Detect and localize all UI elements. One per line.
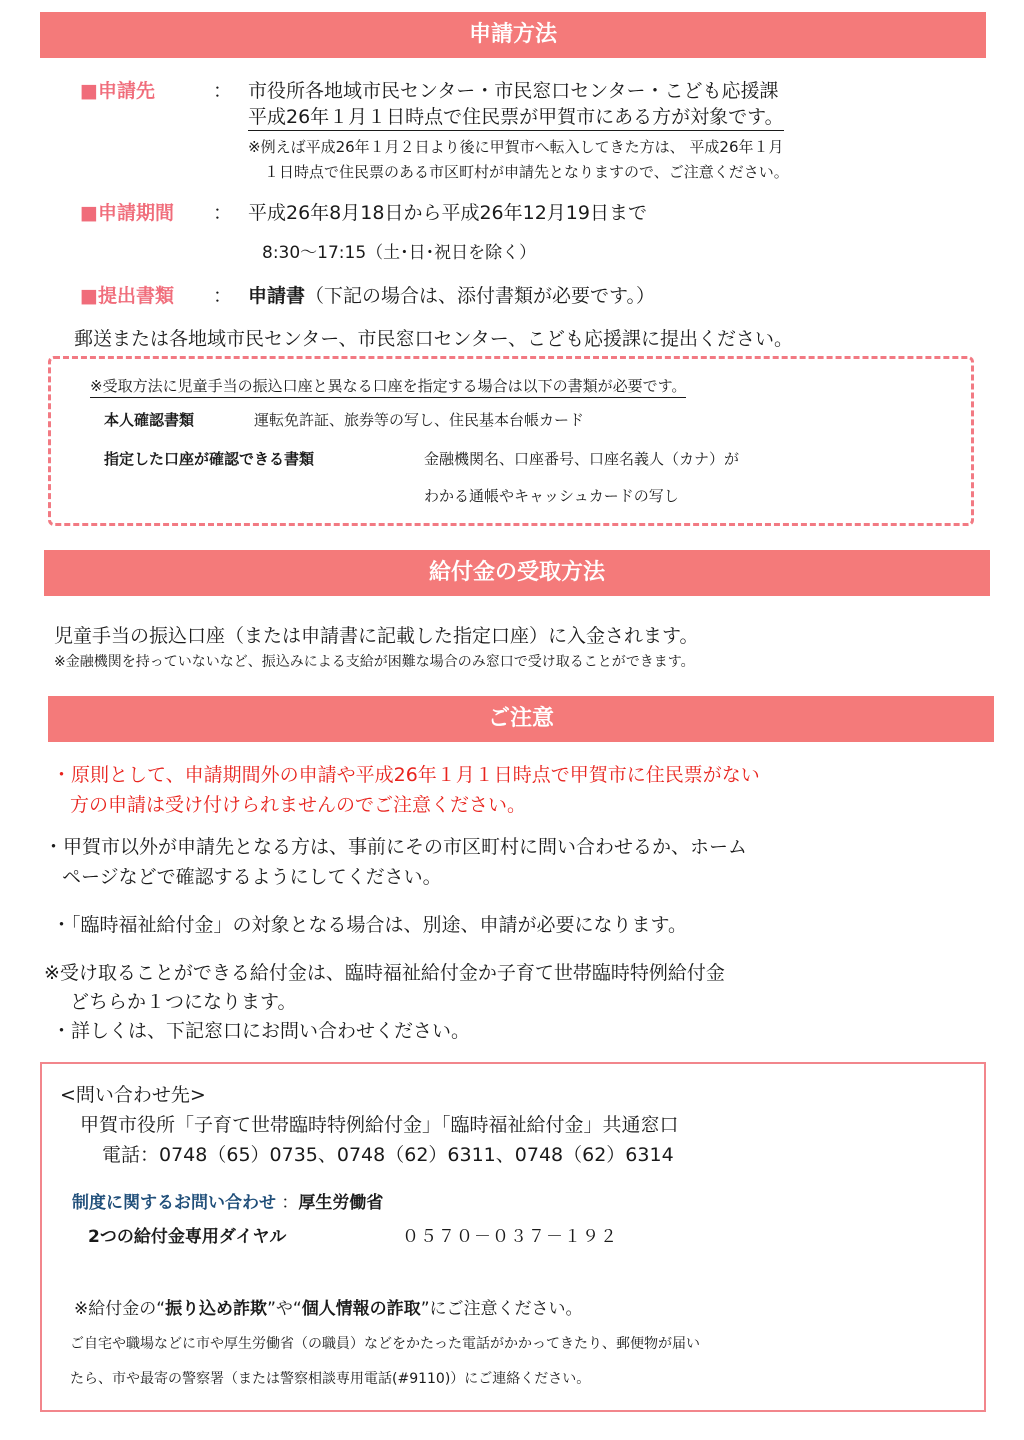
submission-instructions: 郵送または各地域市民センター、市民窓口センター、こども応援課に提出ください。 [74,328,793,350]
account-docs-value-line1: 金融機関名、口座番号、口座名義人（カナ）が [424,450,740,468]
destination-eligibility: 平成26年１月１日時点で住民票が甲賀市にある方が対象です。 [248,102,784,131]
identity-docs-value: 運転免許証、旅券等の写し、住民基本台帳カード [254,411,585,429]
destination-note-line2: １日時点で住民票のある市区町村が申請先となりますので、ご注意ください。 [264,163,789,181]
caution-one-benefit-line1: ※受け取ることができる給付金は、臨時福祉給付金か子育て世帯臨時特例給付金 [44,962,725,984]
inquiry-line [72,1188,383,1213]
label-documents: ■提出書類 [80,285,174,307]
fraud-warning-info-theft: 個人情報の詐取 [301,1299,421,1319]
contact-heading: <問い合わせ先> [60,1084,206,1106]
fraud-warning-suffix: ”にご注意ください。 [420,1299,583,1319]
label-application-period: ■申請期間 [80,202,174,224]
contact-phone: 電話：0748（65）0735、0748（62）6311、0748（62）6314 [102,1144,674,1166]
inquiry-ministry: 厚生労働省 [298,1193,384,1213]
fraud-paragraph-line1: ご自宅や職場などに市や厚生労働省（の職員）などをかたった電話がかかってきたり、郵便物が届い [70,1336,700,1352]
caution-red-line1: ・原則として、申請期間外の申請や平成26年１月１日時点で甲賀市に住民票がない [52,764,760,786]
fraud-paragraph-line2: たら、市や最寄の警察署（または警察相談専用電話(#9110)）にご連絡ください。 [70,1371,591,1387]
colon-1: ： [213,80,233,102]
fraud-warning-mid: ”や“ [267,1299,302,1319]
inquiry-label: 制度に関するお問い合わせ [72,1193,276,1213]
caution-red-line2: 方の申請は受け付けられませんのでご注意ください。 [70,794,527,816]
identity-docs-label: 本人確認書類 [104,411,195,429]
period-dates: 平成26年8月18日から平成26年12月19日まで [248,202,647,224]
label-application-destination: ■申請先 [80,80,155,102]
receipt-description: 児童手当の振込口座（または申請書に記載した指定口座）に入金されます。 [54,625,699,647]
destination-note-line1: ※例えば平成26年１月２日より後に甲賀市へ転入してきた方は、 平成26年１月 [248,138,784,156]
caution-one-benefit-line2: どちらか１つになります。 [70,991,297,1013]
colon-2: ： [213,202,233,224]
colon-3: ： [213,285,233,307]
fraud-warning [74,1294,583,1319]
section-header-caution: ご注意 [48,696,994,742]
dial-label: 2つの給付金専用ダイヤル [88,1227,287,1247]
receipt-note: ※金融機関を持っていないなど、振込みによる支給が困難な場合のみ窓口で受け取ることができます。 [54,654,695,670]
period-hours: 8:30～17:15（土･日･祝日を除く） [262,243,537,263]
contact-office: 甲賀市役所「子育て世帯臨時特例給付金」「臨時福祉給付金」共通窓口 [80,1114,679,1136]
caution-details: ・詳しくは、下記窓口にお問い合わせください。 [52,1020,471,1042]
section-header-receipt-method: 給付金の受取方法 [44,550,990,596]
fraud-warning-prefix: ※給付金の“ [74,1299,166,1319]
section-header-application-method: 申請方法 [40,12,986,58]
caution-other-city-line1: ・甲賀市以外が申請先となる方は、事前にその市区町村に問い合わせるか、ホーム [44,836,748,858]
account-docs-value-line2: わかる通帳やキャッシュカードの写し [424,487,679,505]
dashed-heading: ※受取方法に児童手当の振込口座と異なる口座を指定する場合は以下の書類が必要です。 [90,375,686,398]
documents-application-form: 申請書 [248,285,306,307]
dial-number: ０５７０－０３７－１９２ [402,1227,618,1247]
account-docs-label: 指定した口座が確認できる書類 [104,450,315,468]
caution-other-city-line2: ページなどで確認するようにしてください。 [62,866,442,888]
documents-text [248,281,655,308]
fraud-warning-transfer-scam: 振り込め詐欺 [165,1299,268,1319]
documents-note: （下記の場合は、添付書類が必要です。） [305,285,655,307]
destination-offices: 市役所各地域市民センター・市民窓口センター・こども応援課 [248,80,779,102]
caution-temporary-welfare: ・「臨時福祉給付金」の対象となる場合は、別途、申請が必要になります。 [52,914,687,936]
inquiry-separator: ： [281,1193,299,1213]
